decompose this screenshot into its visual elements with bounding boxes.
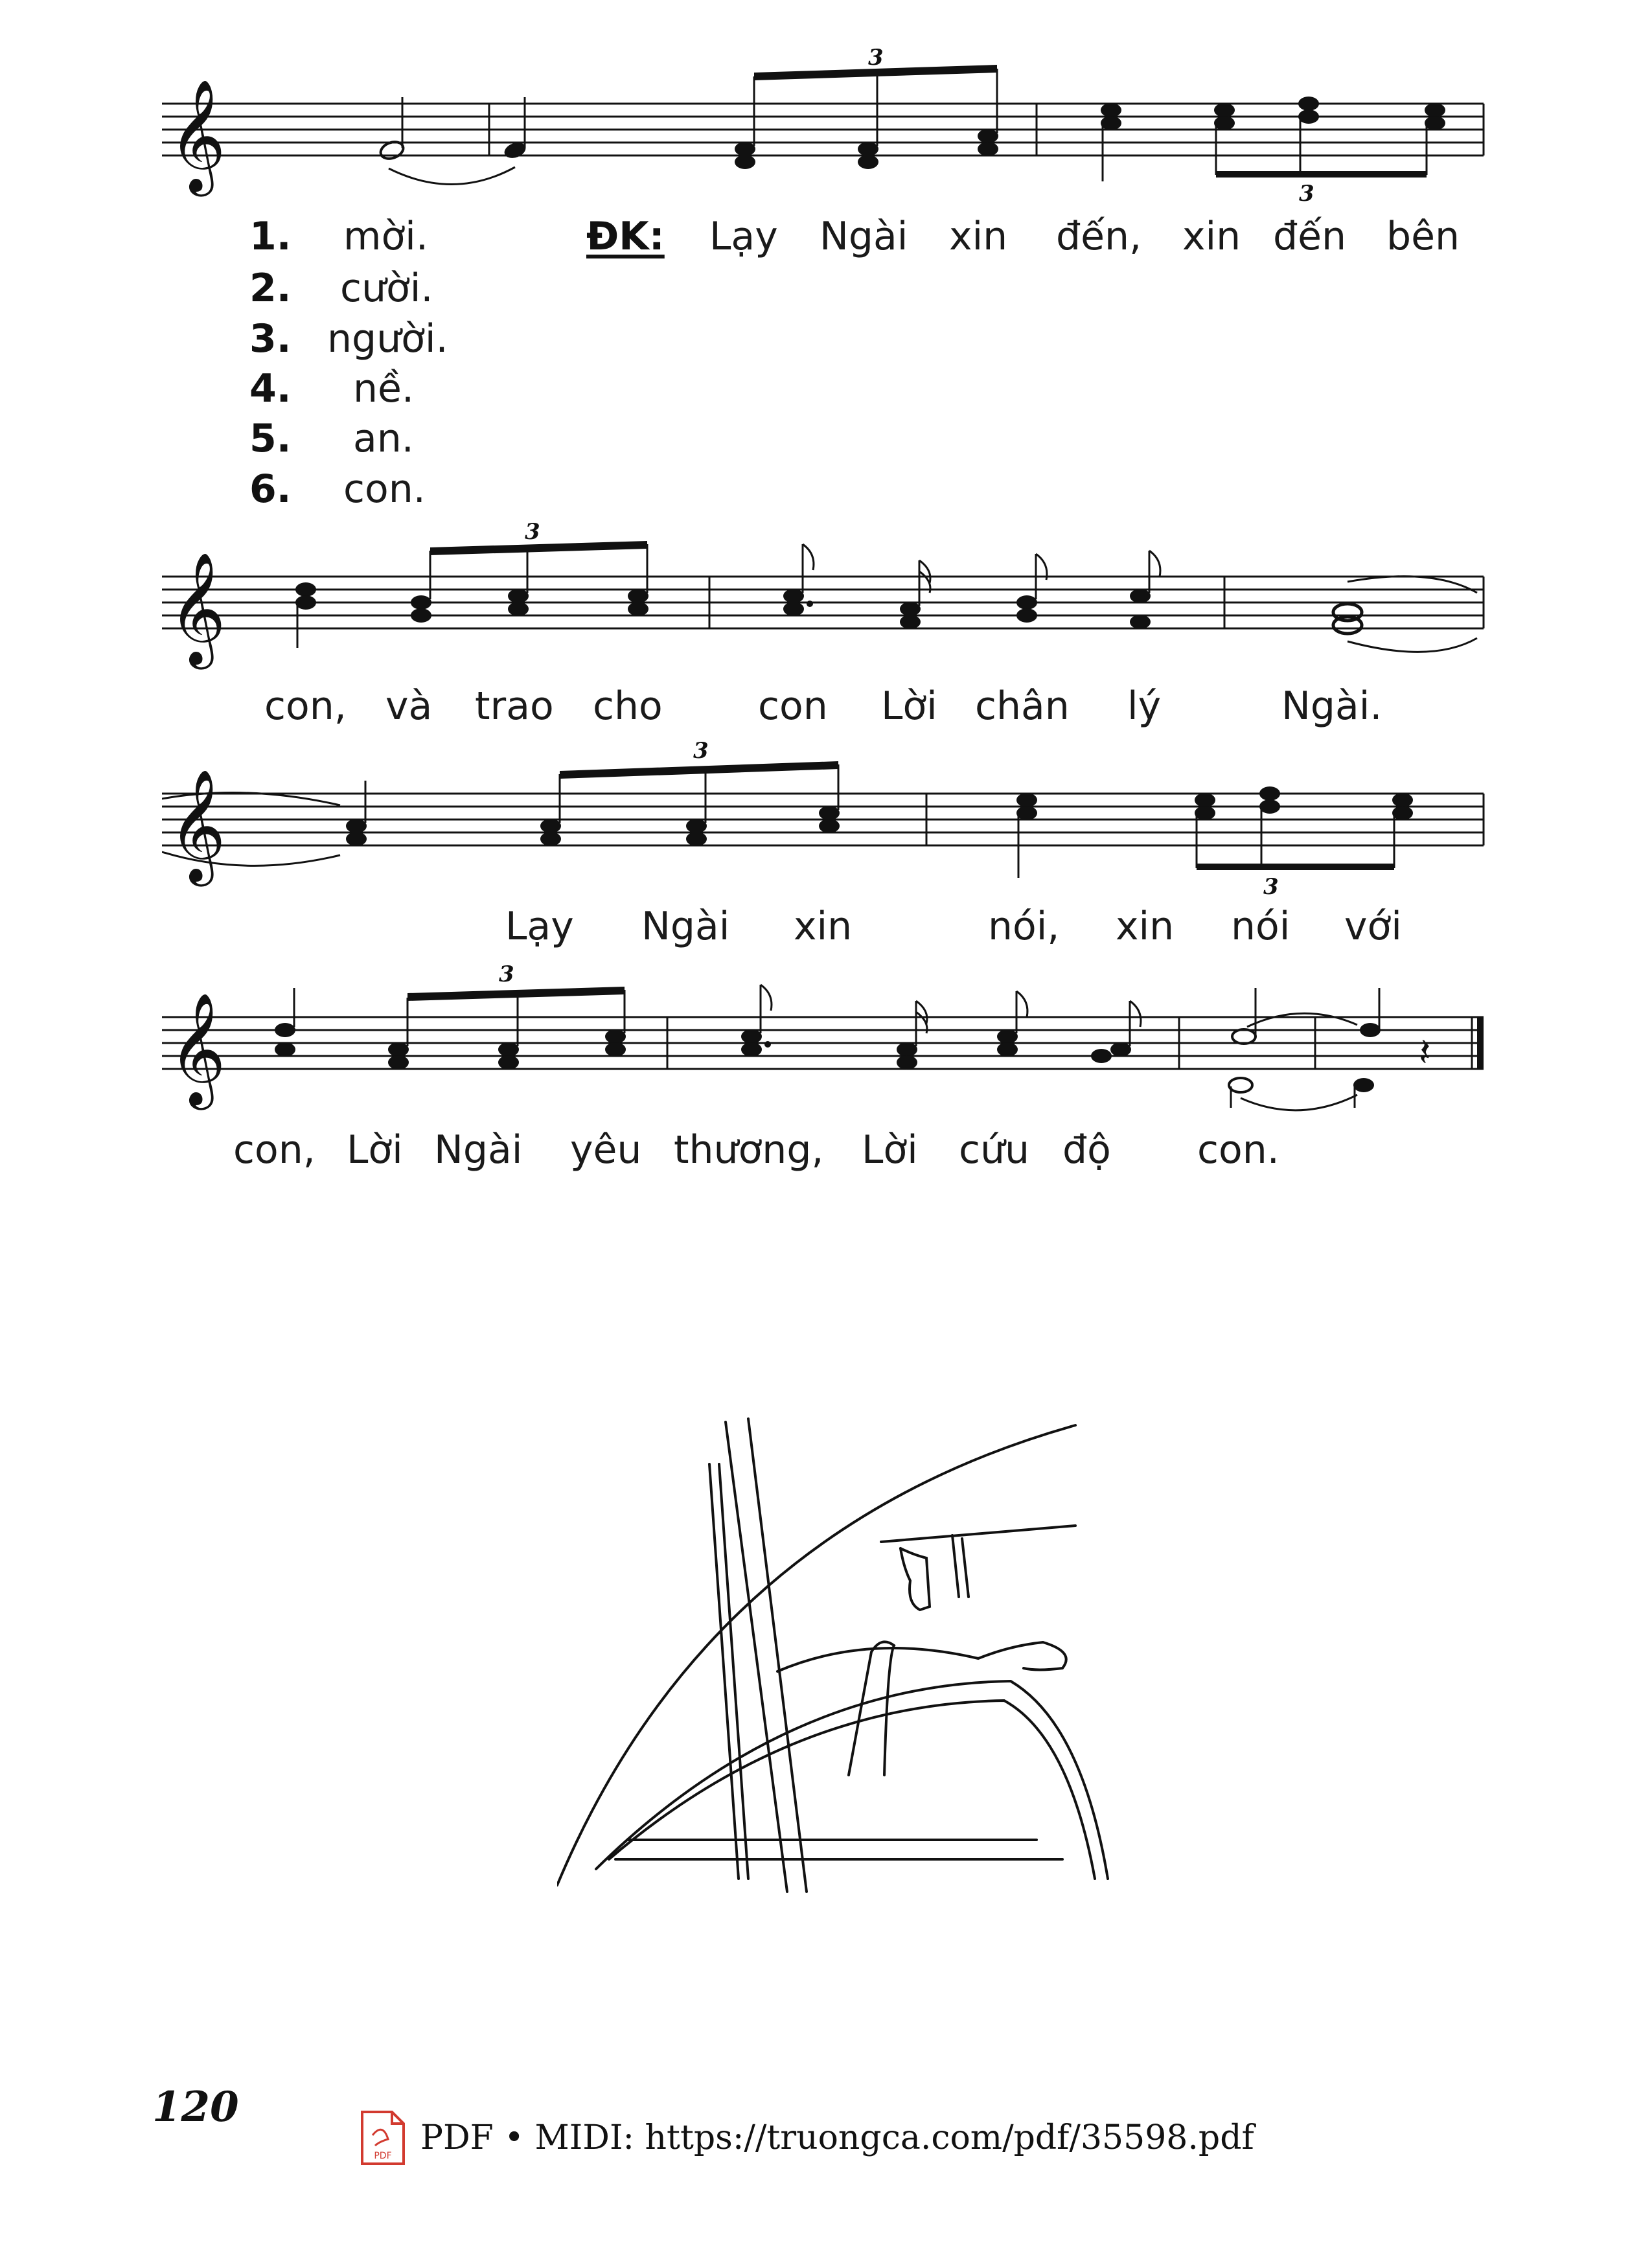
verse-word: nề. bbox=[353, 366, 415, 411]
lyric-word: cứu bbox=[959, 1127, 1030, 1173]
lyric-word: nói bbox=[1231, 904, 1291, 949]
lyric-word: cho bbox=[593, 683, 663, 729]
lyric-word: con, bbox=[233, 1127, 315, 1173]
svg-text:PDF: PDF bbox=[374, 2151, 392, 2161]
verse-word: an. bbox=[353, 416, 414, 461]
lyric-word: lý bbox=[1127, 683, 1162, 729]
verse-number: 4. bbox=[249, 366, 292, 411]
lyric-word: Lạy bbox=[505, 904, 574, 949]
lyric-word: Ngài bbox=[641, 904, 730, 949]
lyric-word: con. bbox=[1197, 1127, 1279, 1173]
lyric-word: Lời bbox=[347, 1127, 403, 1173]
lyric-word: yêu bbox=[570, 1127, 642, 1173]
triplet-mark: 3 bbox=[499, 961, 514, 987]
lyric-word: Lời bbox=[862, 1127, 918, 1173]
lyric-word: đến, bbox=[1056, 214, 1142, 259]
treble-clef-icon: 𝄞 bbox=[168, 79, 226, 192]
lyric-word: xin bbox=[1182, 214, 1241, 259]
lyric-word: Lời bbox=[881, 683, 937, 729]
lyric-word: con bbox=[758, 683, 828, 729]
lyric-word: thương, bbox=[674, 1127, 824, 1173]
verse-number: 5. bbox=[249, 416, 292, 461]
triplet-mark: 3 bbox=[525, 519, 540, 545]
verse-number: 2. bbox=[249, 266, 292, 311]
refrain-label: ĐK: bbox=[586, 214, 665, 259]
lyric-word: nói, bbox=[988, 904, 1060, 949]
treble-clef-icon: 𝄞 bbox=[168, 552, 226, 665]
verse-number: 6. bbox=[249, 466, 292, 512]
triplet-mark: 3 bbox=[1263, 874, 1279, 900]
lyric-word: Lạy bbox=[709, 214, 778, 259]
lyric-word: Ngài. bbox=[1281, 683, 1382, 729]
footer-link[interactable] bbox=[360, 2109, 1254, 2167]
lyric-word: con, bbox=[264, 683, 347, 729]
lyric-word: và bbox=[385, 683, 433, 729]
lyric-word: độ bbox=[1062, 1127, 1111, 1173]
verse-word: cười. bbox=[340, 266, 433, 311]
lyric-word: xin bbox=[1116, 904, 1175, 949]
page-number: 120 bbox=[152, 2083, 239, 2131]
lyric-word: trao bbox=[475, 683, 554, 729]
lyric-word: đến bbox=[1273, 214, 1347, 259]
verse-word: con. bbox=[343, 466, 426, 512]
triplet-mark: 3 bbox=[868, 45, 884, 71]
music-staff-4 bbox=[162, 952, 1490, 1127]
music-staff-2 bbox=[162, 512, 1490, 680]
verse-number: 1. bbox=[249, 214, 292, 259]
svg-text:𝄽: 𝄽 bbox=[1419, 1030, 1431, 1075]
music-staff-1 bbox=[162, 39, 1490, 214]
treble-clef-icon: 𝄞 bbox=[168, 769, 226, 882]
music-staff-3 bbox=[162, 729, 1490, 904]
pdf-file-icon bbox=[360, 2109, 406, 2166]
lyric-word: với bbox=[1344, 904, 1402, 949]
verse-number: 3. bbox=[249, 316, 292, 361]
triplet-mark: 3 bbox=[693, 738, 709, 764]
lyric-word: chân bbox=[975, 683, 1070, 729]
lyric-word: xin bbox=[794, 904, 853, 949]
lyric-word: Ngài bbox=[434, 1127, 523, 1173]
triplet-mark: 3 bbox=[1299, 181, 1314, 207]
verse-word: mời. bbox=[343, 214, 428, 259]
lyric-word: xin bbox=[949, 214, 1008, 259]
treble-clef-icon: 𝄞 bbox=[168, 992, 226, 1105]
lyric-word: bên bbox=[1386, 214, 1460, 259]
verse-word: người. bbox=[327, 316, 448, 361]
boat-sketch-illustration bbox=[557, 1412, 1140, 1901]
lyric-word: Ngài bbox=[820, 214, 908, 259]
footer-text[interactable]: PDF • MIDI: https://truongca.com/pdf/35598.pdf bbox=[420, 2118, 1254, 2157]
